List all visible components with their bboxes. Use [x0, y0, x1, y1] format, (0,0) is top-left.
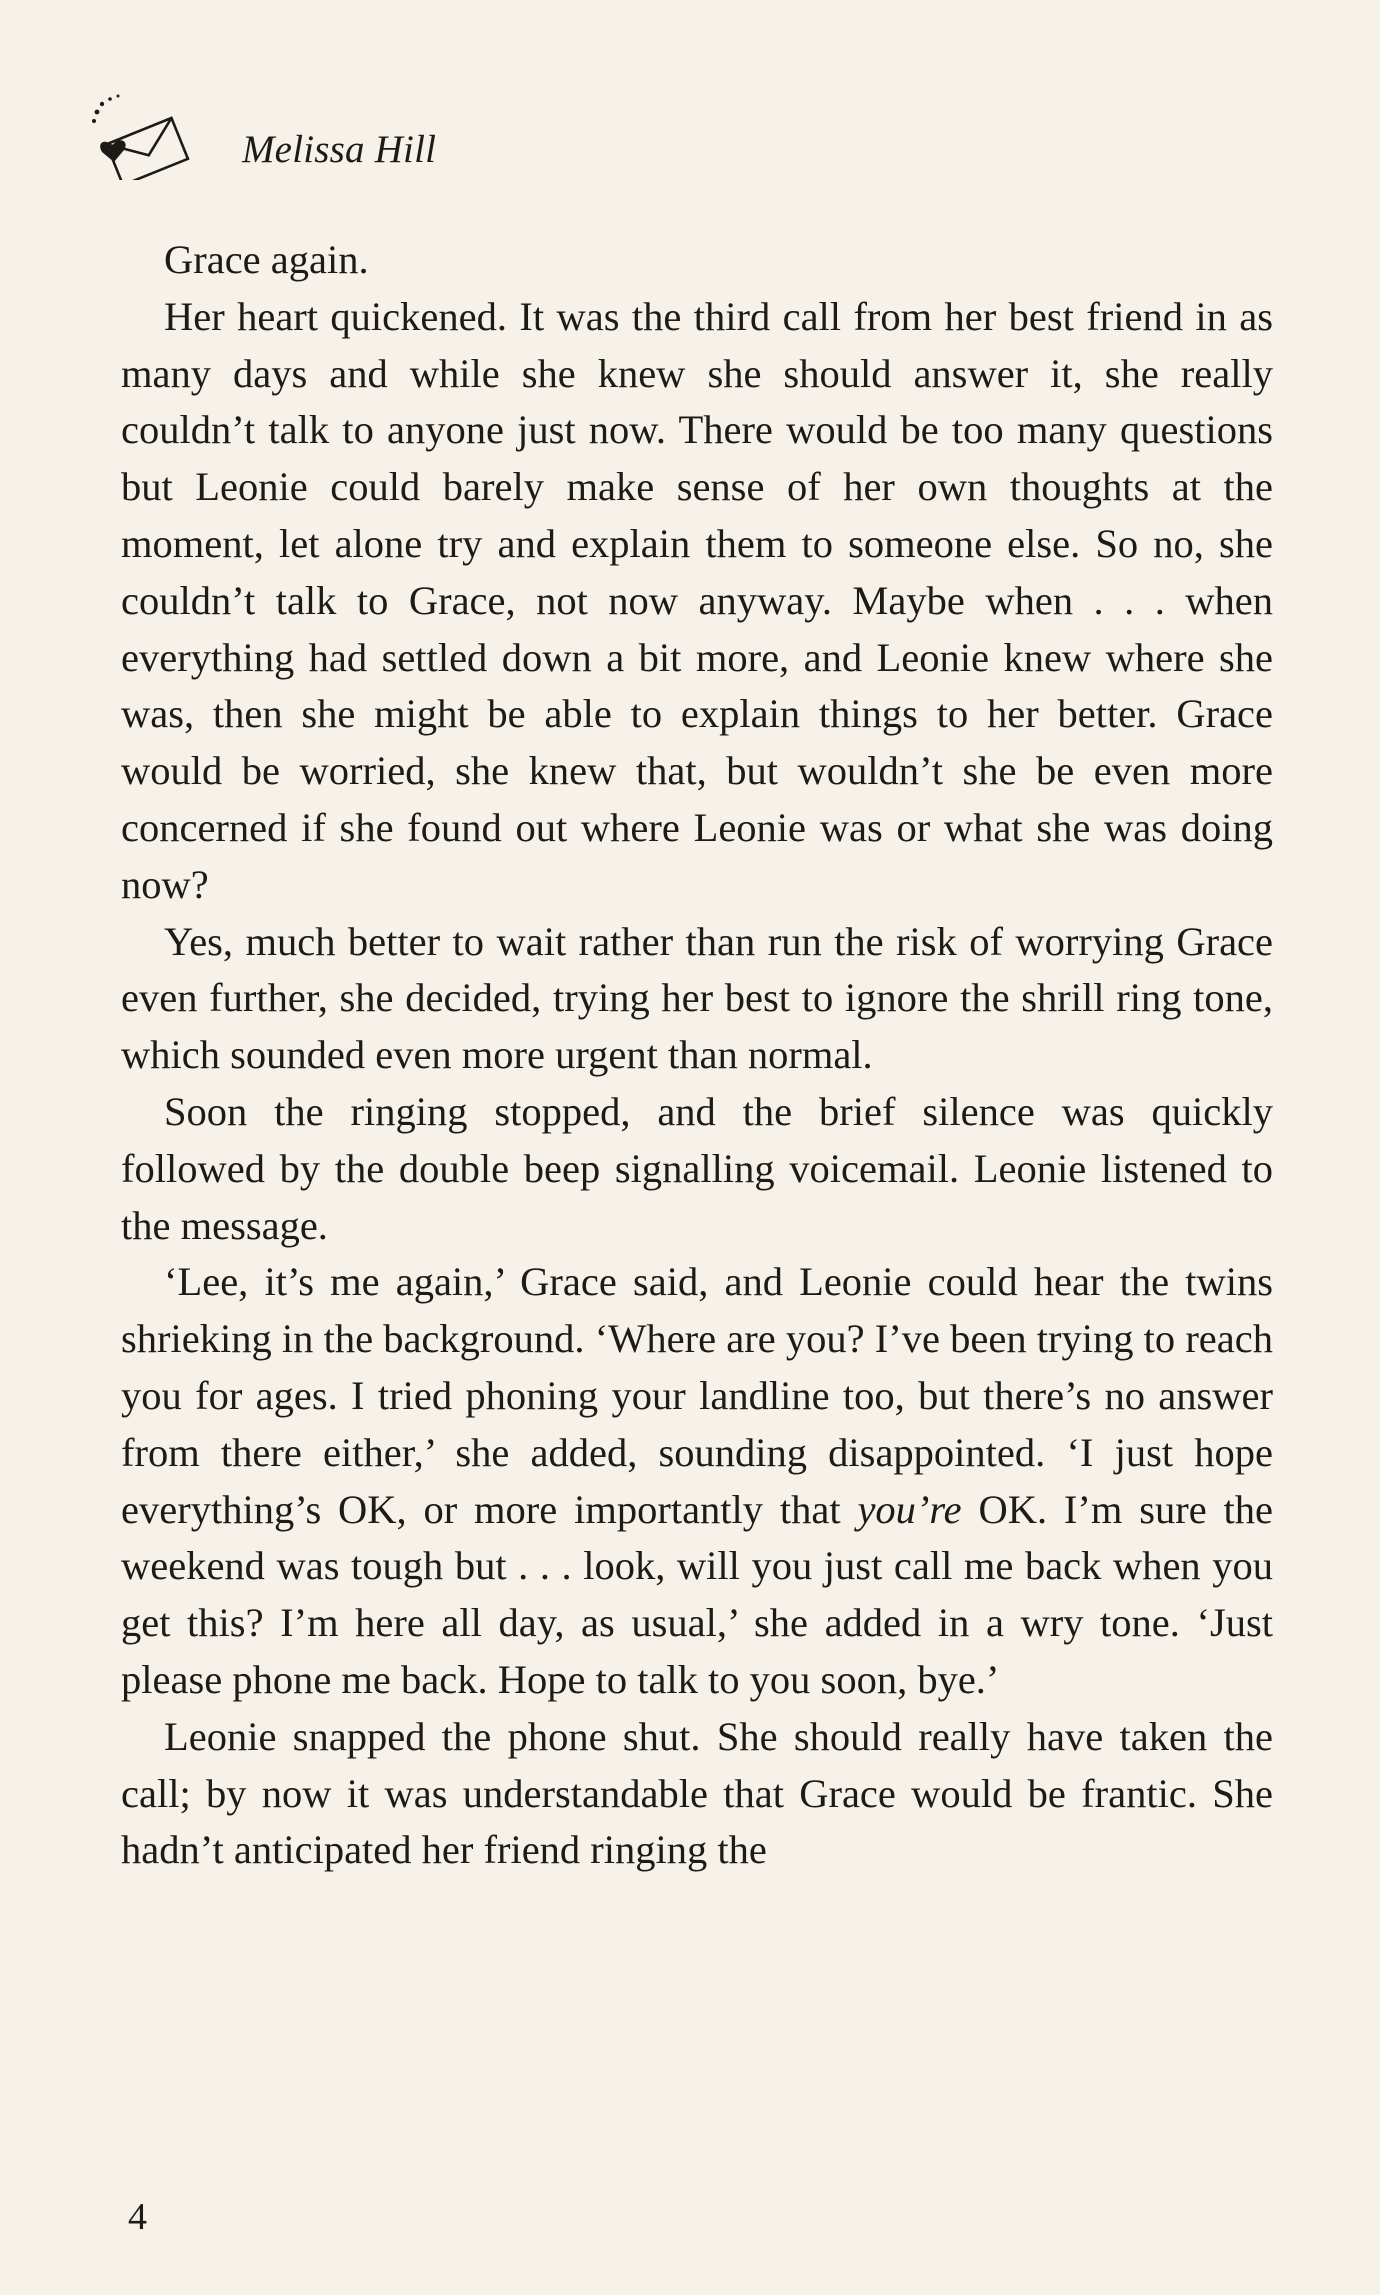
paragraph: Yes, much better to wait rather than run the risk of worrying Grace even further, she decided, trying her best to ignore the shrill ring tone, which sounded even more urgent than normal. — [121, 918, 1273, 1078]
envelope-with-heart-icon — [90, 90, 200, 180]
body-text — [121, 232, 1273, 1879]
paragraph-text: ‘Lee, it’s me again,’ Grace said, and Leonie could hear the twins shrieking in the background. ‘Where are you? I’ve been trying to reach you for ages. I tried phoning your landline too, but there’s no answer from there either,’ she added, sounding disappointed. ‘I just hope everything’s OK, or more importantly that — [121, 1259, 1273, 1532]
paragraph: Leonie snapped the phone shut. She should really have taken the call; by now it was understandable that Grace would be frantic. She hadn’t anticipated her friend ringing the — [121, 1713, 1273, 1873]
paragraph: Her heart quickened. It was the third call from her best friend in as many days and while she knew she should answer it, she really couldn’t talk to anyone just now. There would be too many questions but Leonie could barely make sense of her own thoughts at the moment, let alone try and explain them to someone else. So no, she couldn’t talk to Grace, not now anyway. Maybe when . . . when everything had settled down a bit more, and Leonie knew where she was, then she might be able to explain things to her better. Grace would be worried, she knew that, but wouldn’t she be even more concerned if she found out where Leonie was or what she was doing now? — [121, 293, 1273, 907]
paragraph-text: OK. I’m sure the weekend was tough but . . . look, will you just call me back when you get this? I’m here all day, as usual,’ she added in a wry tone. ‘Just please phone me back. Hope to talk to you soon, bye.’ — [121, 1486, 1273, 1702]
author-name: Melissa Hill — [242, 128, 437, 171]
emphasized-text: you’re — [857, 1486, 962, 1532]
paragraph — [121, 1254, 1273, 1708]
page-number: 4 — [128, 2196, 147, 2238]
running-header — [90, 88, 790, 178]
paragraph: Soon the ringing stopped, and the brief silence was quickly followed by the double beep signalling voicemail. Leonie listened to the message. — [121, 1088, 1273, 1248]
paragraph: Grace again. — [164, 237, 369, 282]
